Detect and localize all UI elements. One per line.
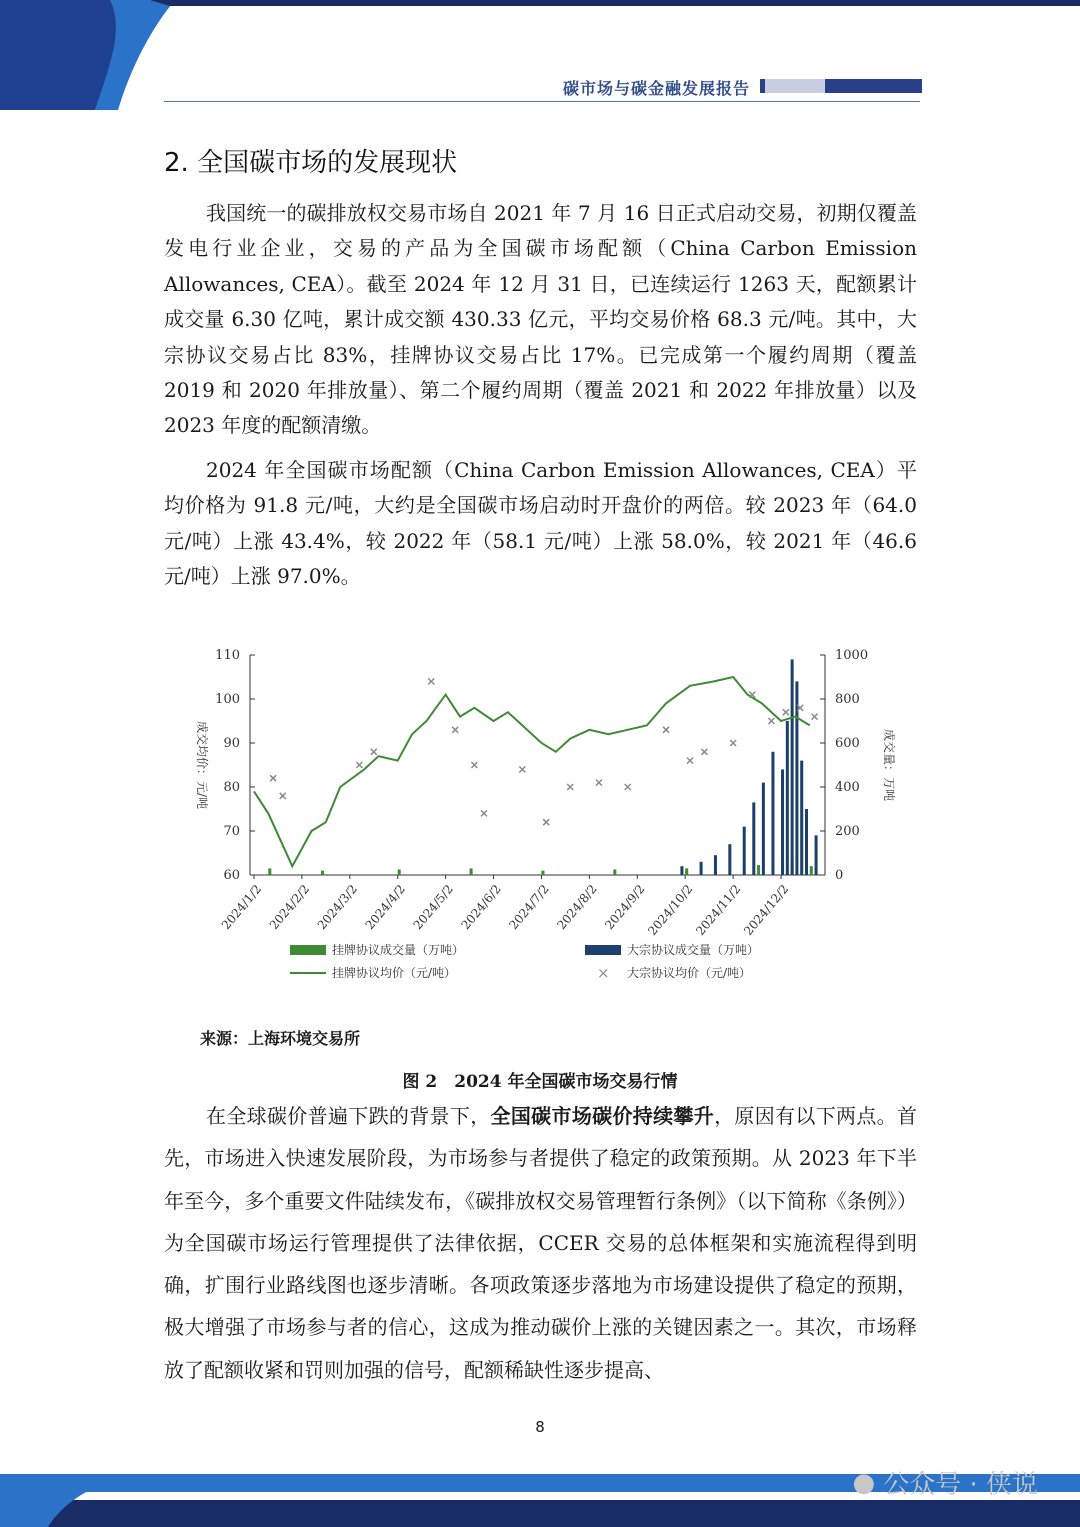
x-tick-label: 2024/10/2 [645,881,696,939]
x-tick-label: 2024/3/2 [314,881,361,933]
bulk-price-marker [543,819,549,825]
paragraph-3 [164,1095,917,1391]
bulk-volume-bar [680,866,683,875]
x-tick-label: 2024/12/2 [741,881,792,939]
legend-swatch [290,945,326,955]
header-rule [164,101,920,102]
x-tick-label: 2024/6/2 [458,881,504,933]
right-tick-label: 400 [835,780,860,795]
paragraph-2 [164,453,917,595]
paragraph-3-bold: 全国碳市场碳价持续攀升 [490,1104,715,1128]
listed-price-line [254,677,810,866]
right-axis-label: 成交量：万吨 [882,728,896,802]
x-tick-label: 2024/9/2 [602,881,648,933]
bulk-volume-bar [762,783,765,875]
legend-label: 挂牌协议成交量（万吨） [332,943,465,957]
bulk-price-marker [596,780,602,786]
bulk-volume-bar [728,844,731,875]
bulk-price-marker [625,784,631,790]
bulk-volume-bar [786,721,789,875]
bulk-volume-bar [781,769,784,875]
x-tick-label: 2024/8/2 [554,881,600,933]
bulk-price-marker [519,766,525,772]
legend-label: 大宗协议成交量（万吨） [627,943,760,957]
listed-volume-bar [757,865,760,875]
watermark-text: 公众号 · 侠说 [883,1470,1038,1500]
x-tick-label: 2024/7/2 [506,881,552,933]
legend-swatch [585,945,621,955]
listed-volume-bar [398,870,401,876]
bulk-volume-bar [791,659,794,875]
x-tick-label: 2024/2/2 [266,881,313,933]
bulk-volume-bar [800,761,803,875]
paragraph-2-text: 2024 年全国碳市场配额（China Carbon Emission Allowances, CEA）平均价格为 91.8 元/吨，大约是全国碳市场启动时开盘价的两倍。较 2023 年（64.0 元/吨）上涨 43.4%，较 2022 年（58.1 元/吨）上涨 58.0%，较 2021 年（46.6 元/吨）上涨 97.0%。 [164,458,917,589]
x-tick-label: 2024/5/2 [410,881,456,933]
paragraph-3-part-a: 在全球碳价普遍下跌的背景下， [206,1104,491,1128]
paragraph-1 [164,196,917,444]
bulk-price-marker [567,784,573,790]
legend-label: 挂牌协议均价（元/吨） [332,966,457,980]
page-number: 8 [535,1418,545,1436]
left-tick-label: 80 [223,780,240,795]
watermark [853,1464,1038,1501]
left-tick-label: 60 [223,868,240,883]
bulk-price-marker [471,762,477,768]
bulk-price-marker [663,727,669,733]
right-tick-label: 0 [835,868,844,883]
x-tick-label: 2024/11/2 [693,881,744,939]
legend-swatch: × [597,964,610,982]
listed-volume-bar [613,870,616,876]
bulk-price-marker [371,749,377,755]
market-chart [180,635,900,995]
section-title: 2. 全国碳市场的发展现状 [164,148,458,178]
bulk-price-marker [730,740,736,746]
listed-volume-bar [810,866,813,875]
listed-volume-bar [470,868,473,875]
x-tick-label: 2024/4/2 [362,881,409,933]
bulk-price-marker [783,709,789,715]
figure-source: 来源：上海环境交易所 [200,1029,361,1048]
left-tick-label: 110 [215,648,240,663]
bulk-price-marker [356,762,362,768]
left-tick-label: 100 [215,692,240,707]
right-tick-label: 800 [835,692,860,707]
bulk-price-marker [452,727,458,733]
right-tick-label: 200 [835,824,860,839]
right-tick-label: 1000 [835,648,869,663]
bulk-price-marker [701,749,707,755]
bulk-volume-bar [743,827,746,875]
bulk-price-marker [768,718,774,724]
paragraph-3-part-b: ，原因有以下两点。首先，市场进入快速发展阶段，为市场参与者提供了稳定的政策预期。从 2023 年下半年至今，多个重要文件陆续发布，《碳排放权交易管理暂行条例》（以下简称《条例》）为全国碳市场运行管理提供了法律依据，CCER 交易的总体框架和实施流程得到明确，扩围行业路线图也逐步清晰。各项政策逐步落地为市场建设提供了稳定的预期，极大增强了市场参与者的信心，这成为推动碳价上涨的关键因素之一。其次，市场释放了配额收紧和罚则加强的信号，配额稀缺性逐步提高、 [164,1104,918,1382]
bulk-volume-bar [752,802,755,875]
bulk-price-marker [481,810,487,816]
paragraph-1-text: 我国统一的碳排放权交易市场自 2021 年 7 月 16 日正式启动交易，初期仅覆盖发电行业企业，交易的产品为全国碳市场配额（China Carbon Emission Allowances, CEA）。截至 2024 年 12 月 31 日，已连续运行 1263 天，配额累计成交量 6.30 亿吨，累计成交额 430.33 亿元，平均交易价格 68.3 元/吨。其中，大宗协议交易占比 83%，挂牌协议交易占比 17%。已完成第一个履约周期（覆盖 2019 和 2020 年排放量）、第二个履约周期（覆盖 2021 和 2022 年排放量）以及 2023 年度的配额清缴。 [164,201,917,438]
bulk-volume-bar [805,809,808,875]
bulk-price-marker [428,678,434,684]
header-decoration [0,0,1080,110]
bulk-volume-bar [771,752,774,875]
bulk-price-marker [687,758,693,764]
legend-label: 大宗协议均价（元/吨） [627,966,752,980]
listed-volume-bar [321,871,324,875]
bulk-price-marker [812,714,818,720]
listed-volume-bar [541,871,544,875]
wechat-icon: ● [852,1467,876,1498]
x-tick-label: 2024/1/2 [218,881,265,933]
right-tick-label: 600 [835,736,860,751]
figure-caption: 图 2 2024 年全国碳市场交易行情 [402,1072,678,1092]
bulk-volume-bar [700,862,703,875]
paragraph-3-text [164,1095,917,1391]
left-tick-label: 90 [223,736,240,751]
listed-volume-bar [268,868,271,875]
listed-volume-bar [685,868,688,875]
bulk-price-marker [270,775,276,781]
header-title: 碳市场与碳金融发展报告 [562,79,750,98]
bulk-volume-bar [815,835,818,875]
bulk-volume-bar [714,855,717,875]
bulk-price-marker [280,793,286,799]
left-axis-label: 成交均价：元/吨 [195,720,209,810]
left-tick-label: 70 [223,824,240,839]
